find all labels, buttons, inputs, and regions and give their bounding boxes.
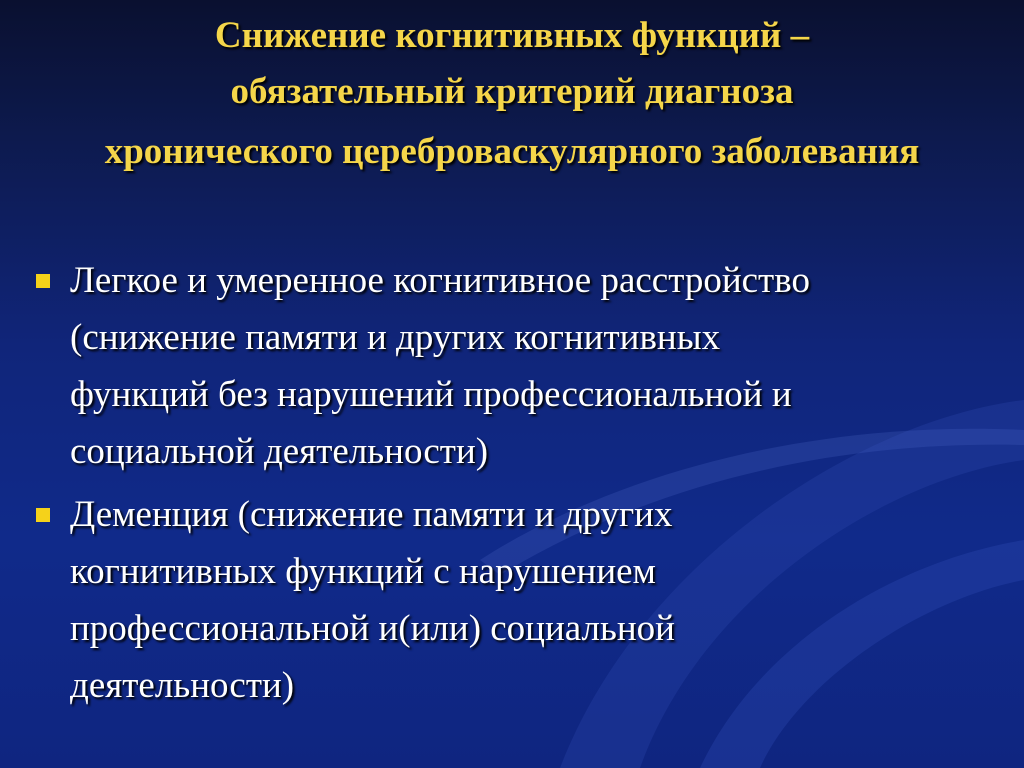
bullet-item-mild-cognitive-disorder	[28, 252, 978, 480]
bullet-line: Деменция (снижение памяти и других	[70, 494, 673, 535]
bullet-list	[28, 252, 978, 720]
bullet-line: профессиональной и(или) социальной	[70, 608, 675, 649]
bullet-line: деятельности)	[70, 665, 295, 706]
title-line-1: Снижение когнитивных функций –	[214, 15, 810, 56]
bullet-item-dementia	[28, 486, 978, 714]
title-line-3: хронического цереброваскулярного заболевания	[104, 131, 920, 172]
bullet-line: социальной деятельности)	[70, 431, 489, 472]
square-bullet-icon	[36, 508, 50, 522]
bullet-text	[70, 252, 978, 480]
bullet-line: функций без нарушений профессиональной и	[70, 374, 792, 415]
square-bullet-icon	[36, 274, 50, 288]
title-line-2: обязательный критерий диагноза	[230, 71, 794, 112]
slide-title	[0, 8, 1024, 180]
bullet-line: Легкое и умеренное когнитивное расстройство	[70, 260, 810, 301]
bullet-line: (снижение памяти и других когнитивных	[70, 317, 721, 358]
bullet-text	[70, 486, 978, 714]
bullet-line: когнитивных функций с нарушением	[70, 551, 656, 592]
